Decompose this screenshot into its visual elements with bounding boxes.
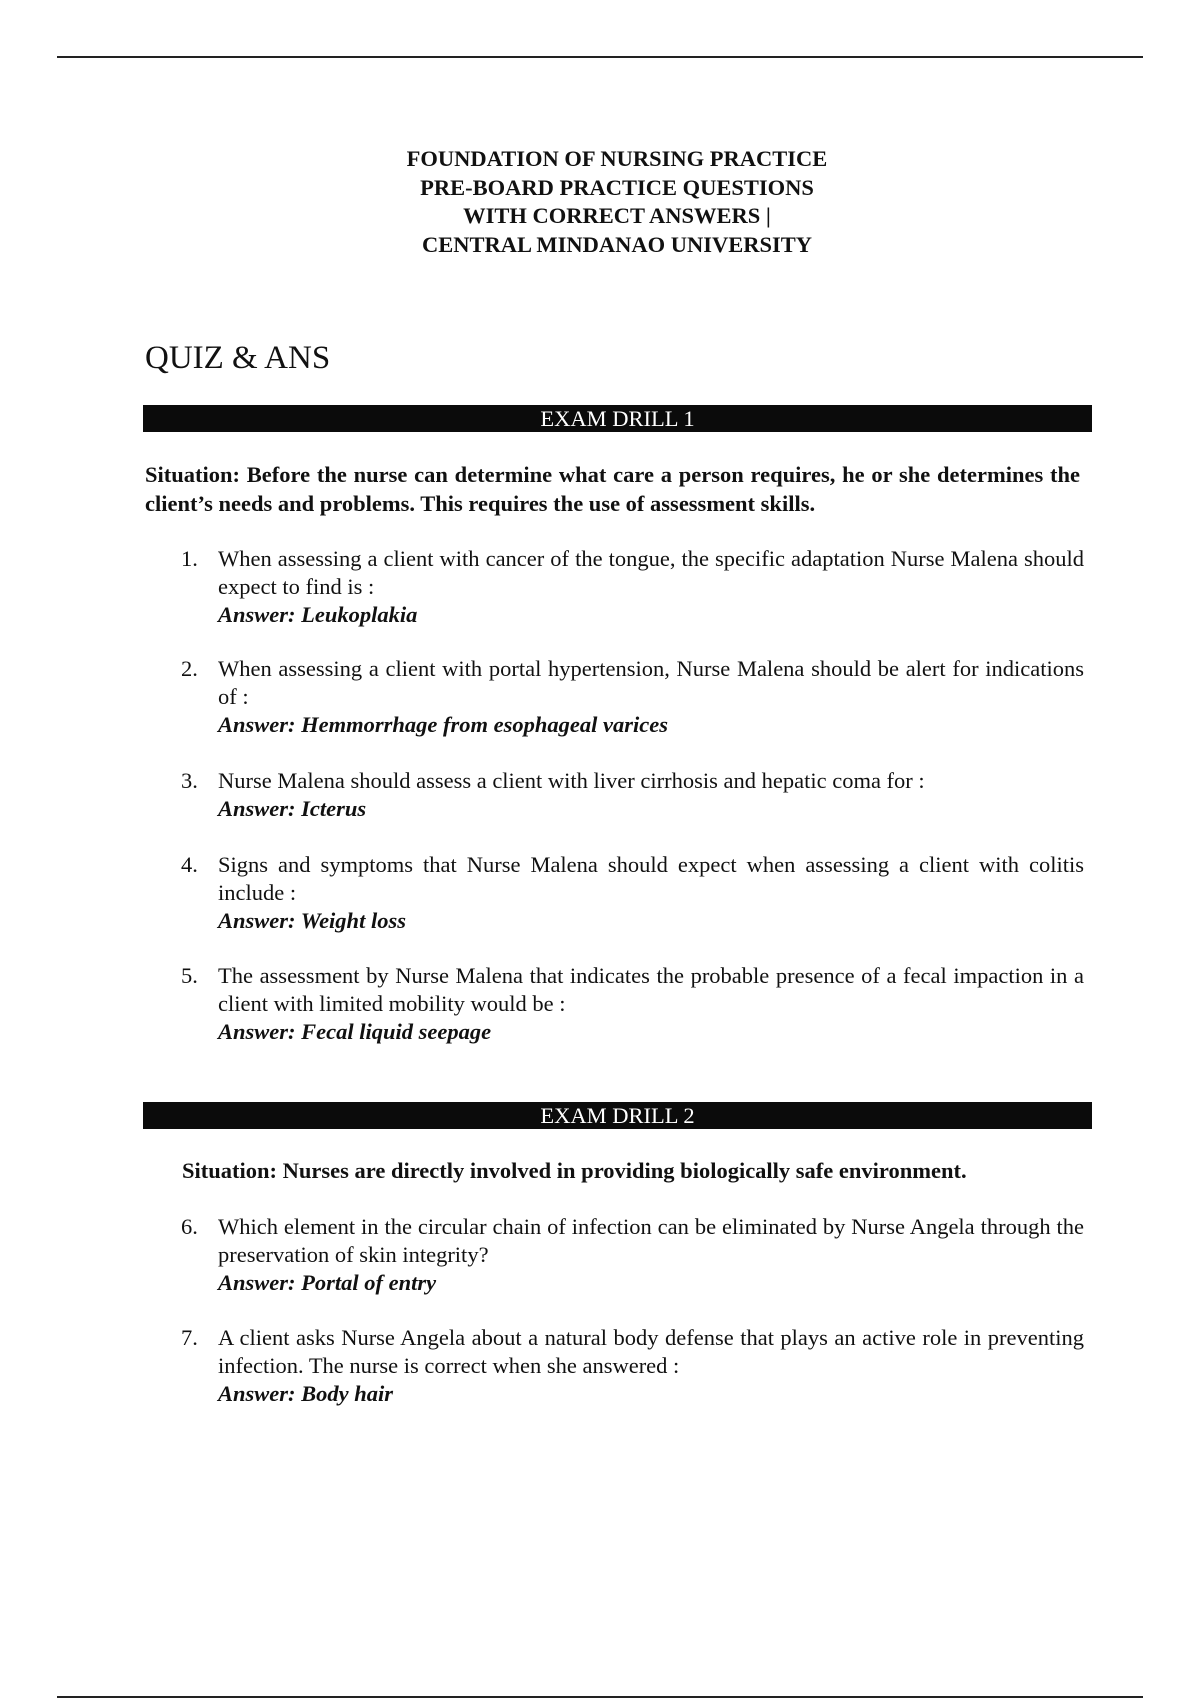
question-number: 4. bbox=[181, 852, 198, 877]
question-text: The assessment by Nurse Malena that indicates the probable presence of a fecal impaction in a client with limited mobility would be : bbox=[218, 963, 1084, 1016]
question-answer: Answer: Body hair bbox=[218, 1381, 394, 1406]
top-rule bbox=[57, 56, 1143, 58]
question-text: Nurse Malena should assess a client with liver cirrhosis and hepatic coma for : bbox=[218, 768, 925, 793]
question-item bbox=[181, 545, 1084, 629]
question-answer: Answer: Leukoplakia bbox=[218, 602, 418, 627]
question-item bbox=[181, 1213, 1084, 1297]
question-number: 7. bbox=[181, 1325, 198, 1350]
situation-drill-2: Situation: Nurses are directly involved in providing biologically safe environment. bbox=[182, 1158, 967, 1183]
question-text: When assessing a client with portal hypertension, Nurse Malena should be alert for indications of : bbox=[218, 656, 1084, 709]
question-number: 3. bbox=[181, 768, 198, 793]
title-line: WITH CORRECT ANSWERS | bbox=[463, 203, 771, 228]
question-number: 1. bbox=[181, 546, 198, 571]
question-item bbox=[181, 655, 1084, 739]
title-line: PRE-BOARD PRACTICE QUESTIONS bbox=[420, 174, 814, 200]
bottom-rule bbox=[57, 1696, 1143, 1698]
title-line: FOUNDATION OF NURSING PRACTICE bbox=[406, 146, 828, 171]
question-answer: Answer: Fecal liquid seepage bbox=[218, 1019, 492, 1044]
title-line: CENTRAL MINDANAO UNIVERSITY bbox=[421, 231, 813, 257]
question-item bbox=[181, 851, 1084, 935]
exam-drill-1-header: EXAM DRILL 1 bbox=[143, 405, 1092, 432]
question-item bbox=[181, 962, 1084, 1046]
question-text: Signs and symptoms that Nurse Malena should expect when assessing a client with colitis include : bbox=[218, 852, 1084, 905]
question-answer: Answer: Hemmorrhage from esophageal varices bbox=[218, 712, 668, 737]
question-item bbox=[181, 1324, 1084, 1408]
section-heading: QUIZ & ANS bbox=[145, 340, 331, 376]
exam-drill-2-header: EXAM DRILL 2 bbox=[143, 1102, 1092, 1129]
question-text: Which element in the circular chain of infection can be eliminated by Nurse Angela through the preservation of skin integrity? bbox=[218, 1214, 1084, 1267]
question-answer: Answer: Icterus bbox=[218, 796, 367, 821]
document-title bbox=[0, 145, 1200, 259]
question-number: 6. bbox=[181, 1214, 198, 1239]
question-number: 2. bbox=[181, 656, 198, 681]
question-answer: Answer: Portal of entry bbox=[218, 1270, 437, 1295]
question-text: A client asks Nurse Angela about a natural body defense that plays an active role in preventing infection. The nurse is correct when she answered : bbox=[218, 1325, 1084, 1378]
question-answer: Answer: Weight loss bbox=[218, 908, 406, 933]
question-text: When assessing a client with cancer of the tongue, the specific adaptation Nurse Malena should expect to find is : bbox=[218, 546, 1084, 599]
situation-drill-1: Situation: Before the nurse can determine what care a person requires, he or she determines the client’s needs and problems. This requires the use of assessment skills. bbox=[145, 462, 1080, 516]
question-number: 5. bbox=[181, 963, 198, 988]
question-item bbox=[181, 767, 1084, 823]
